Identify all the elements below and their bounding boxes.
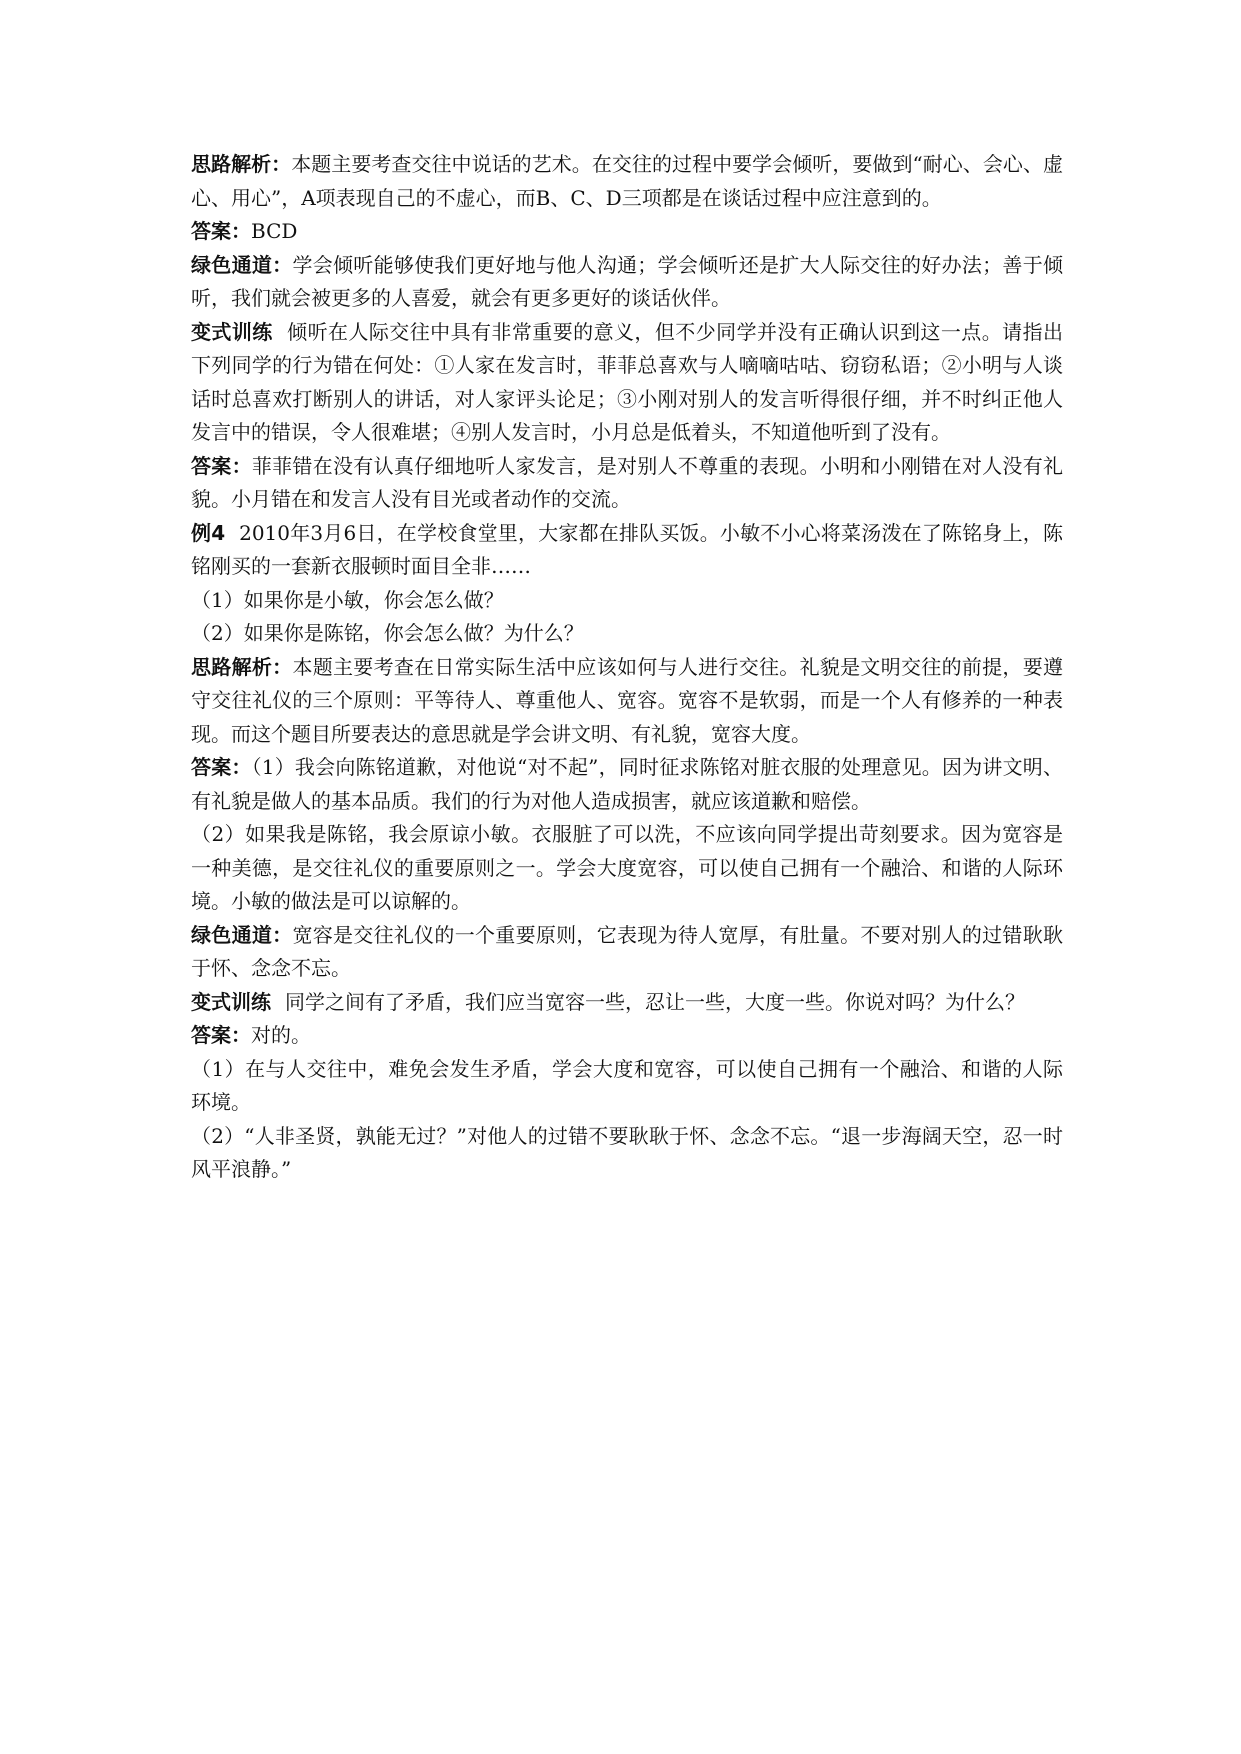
answer-paragraph-3 [191, 751, 1063, 818]
answer-text: BCD [251, 219, 298, 243]
answer-text: （1）在与人交往中，难免会发生矛盾，学会大度和宽容，可以使自己拥有一个融洽、和谐的人际环境。 [191, 1056, 1063, 1114]
answer-text: 菲菲错在没有认真仔细地听人家发言，是对别人不尊重的表现。小明和小刚错在对人没有礼貌。小月错在和发言人没有目光或者动作的交流。 [191, 453, 1064, 511]
analysis-text: 本题主要考查在日常实际生活中应该如何与人进行交往。礼貌是文明交往的前提，要遵守交往礼仪的三个原则：平等待人、尊重他人、宽容。宽容不是软弱，而是一个人有修养的一种表现。而这个题目所要表达的意思就是学会讲文明、有礼貌，宽容大度。 [191, 654, 1064, 746]
answer-text: （1）我会向陈铭道歉，对他说“对不起”，同时征求陈铭对脏衣服的处理意见。因为讲文明、有礼貌是做人的基本品质。我们的行为对他人造成损害，就应该道歉和赔偿。 [191, 755, 1063, 813]
variant-training-label: 变式训练 [191, 319, 273, 344]
variant-training-paragraph-1 [191, 316, 1063, 450]
answer-label: 答案： [191, 1023, 251, 1047]
answer-text: （2）如果我是陈铭，我会原谅小敏。衣服脏了可以洗，不应该向同学提出苛刻要求。因为宽容是一种美德，是交往礼仪的重要原则之一。学会大度宽容，可以使自己拥有一个融洽、和谐的人际环境。小敏的做法是可以谅解的。 [191, 822, 1063, 913]
green-channel-label: 绿色通道： [191, 922, 293, 947]
answer-point-2 [191, 1120, 1063, 1187]
document-page [191, 148, 1063, 1187]
analysis-paragraph-2 [191, 651, 1063, 752]
green-channel-paragraph-1 [191, 249, 1063, 316]
variant-training-label: 变式训练 [191, 989, 271, 1014]
green-channel-paragraph-2 [191, 919, 1063, 986]
answer-text: （2）“人非圣贤，孰能无过？”对他人的过错不要耿耿于怀、念念不忘。“退一步海阔天空，忍一时风平浪静。” [191, 1123, 1063, 1181]
answer-label: 答案： [191, 453, 252, 478]
green-channel-text: 宽容是交往礼仪的一个重要原则，它表现为待人宽厚，有肚量。不要对别人的过错耿耿于怀、念念不忘。 [191, 922, 1064, 980]
analysis-paragraph-1 [191, 148, 1063, 215]
analysis-text: 本题主要考查交往中说话的艺术。在交往的过程中要学会倾听，要做到“耐心、会心、虚心、用心”，A项表现自己的不虚心，而B、C、D三项都是在谈话过程中应注意到的。 [191, 152, 1064, 210]
green-channel-text: 学会倾听能够使我们更好地与他人沟通；学会倾听还是扩大人际交往的好办法；善于倾听，我们就会被更多的人喜爱，就会有更多更好的谈话伙伴。 [191, 252, 1064, 310]
answer-paragraph-2 [191, 450, 1063, 517]
question-text: （2）如果你是陈铭，你会怎么做？为什么？ [191, 621, 584, 645]
analysis-label: 思路解析： [191, 152, 292, 176]
example-label: 例4 [191, 520, 226, 545]
question-2 [191, 617, 1063, 651]
answer-part-2 [191, 818, 1063, 919]
answer-text: 对的。 [251, 1023, 311, 1047]
answer-paragraph-4 [191, 1019, 1063, 1053]
example-text: 2010年3月6日，在学校食堂里，大家都在排队买饭。小敏不小心将菜汤泼在了陈铭身上，陈铭刚买的一套新衣服顿时面目全非…… [191, 520, 1063, 578]
question-text: （1）如果你是小敏，你会怎么做？ [191, 587, 504, 612]
variant-training-text: 倾听在人际交往中具有非常重要的意义，但不少同学并没有正确认识到这一点。请指出下列同学的行为错在何处：①人家在发言时，菲菲总喜欢与人嘀嘀咕咕、窃窃私语；②小明与人谈话时总喜欢打断别人的讲话，对人家评头论足；③小刚对别人的发言听得很仔细，并不时纠正他人发言中的错误，令人很难堪；④别人发言时，小月总是低着头，不知道他听到了没有。 [191, 319, 1064, 444]
example-4-paragraph [191, 517, 1063, 584]
answer-label: 答案： [191, 755, 252, 779]
variant-training-paragraph-2 [191, 986, 1063, 1020]
answer-label: 答案： [191, 219, 251, 243]
variant-training-text: 同学之间有了矛盾，我们应当宽容一些，忍让一些，大度一些。你说对吗？为什么？ [285, 989, 1025, 1014]
answer-paragraph-1 [191, 215, 1063, 249]
answer-point-1 [191, 1053, 1063, 1120]
green-channel-label: 绿色通道： [191, 252, 293, 277]
analysis-label: 思路解析： [191, 654, 293, 679]
question-1 [191, 584, 1063, 618]
